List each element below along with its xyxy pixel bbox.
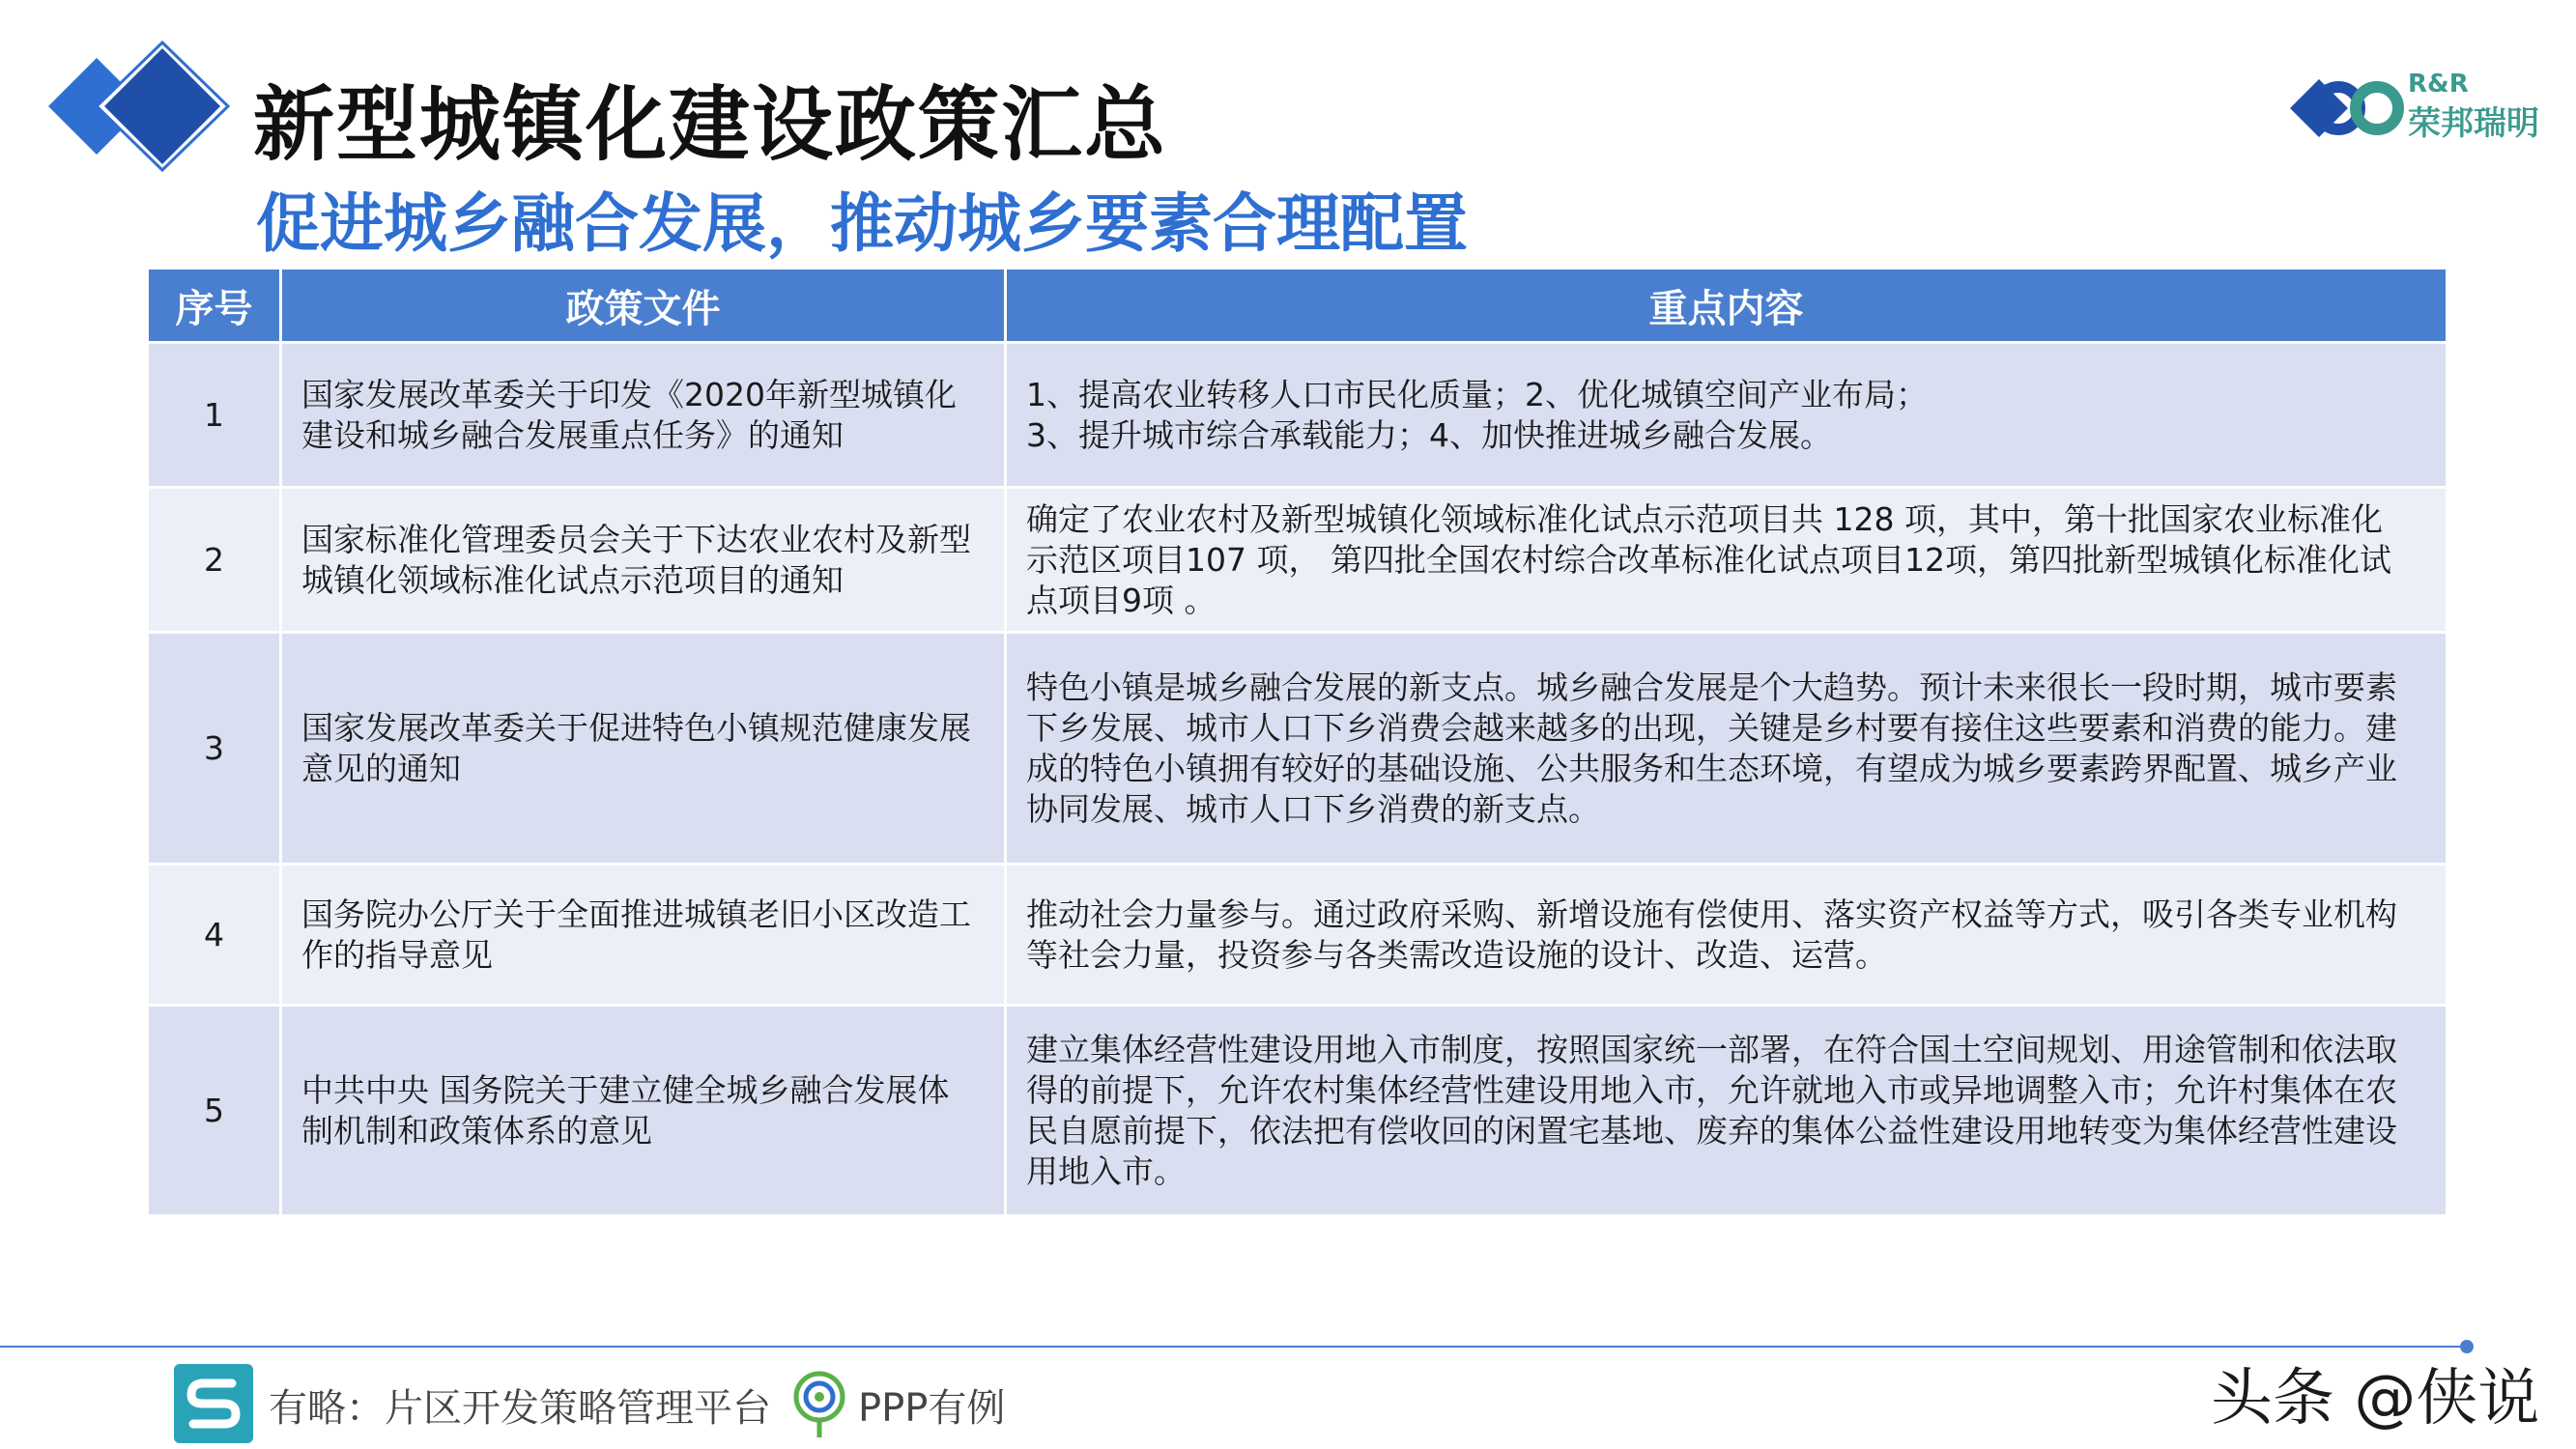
text-line: 协同发展、城市人口下乡消费的新支点。 (1026, 789, 1600, 828)
toutiao-watermark: 头条 @侠说 (2211, 1363, 2540, 1435)
footer-brand-ppp: PPP有例 (858, 1386, 1006, 1431)
text-line: 意见的通知 (301, 749, 461, 787)
text-line: 得的前提下，允许农村集体经营性建设用地入市，允许就地入市或异地调整入市；允许村集体在农 (1026, 1070, 2397, 1109)
key-content-cell (1006, 865, 2447, 1006)
table-header-row (148, 270, 2447, 343)
youlue-platform-icon (174, 1364, 253, 1443)
text-line: 建设和城乡融合发展重点任务》的通知 (301, 415, 844, 454)
text-line: 国家发展改革委关于促进特色小镇规范健康发展 (301, 708, 971, 747)
policy-document-cell (281, 1006, 1006, 1216)
logo-text-cn: 荣邦瑞明 (2408, 104, 2539, 143)
text-line: 示范区项目107 项， 第四批全国农村综合改革标准化试点项目12项，第四批新型城镇化标准化试 (1026, 540, 2391, 579)
text-line: 等社会力量，投资参与各类需改造设施的设计、改造、运营。 (1026, 935, 1887, 974)
diamond-decoration-icon (48, 39, 242, 174)
text-line: 推动社会力量参与。通过政府采购、新增设施有偿使用、落实资产权益等方式，吸引各类专业机构 (1026, 895, 2397, 933)
page-subtitle: 促进城乡融合发展，推动城乡要素合理配置 (256, 186, 1468, 261)
page-title: 新型城镇化建设政策汇总 (253, 77, 1168, 172)
text-line: 民自愿前提下，依法把有偿收回的闲置宅基地、废弃的集体公益性建设用地转变为集体经营性建设 (1026, 1111, 2397, 1150)
text-line: 国家发展改革委关于印发《2020年新型城镇化 (301, 375, 957, 413)
table-row (148, 865, 2447, 1006)
policy-document-cell (281, 633, 1006, 865)
text-line: 制机制和政策体系的意见 (301, 1111, 652, 1150)
table-row (148, 343, 2447, 488)
row-number: 5 (148, 1006, 281, 1216)
row-number: 2 (148, 488, 281, 633)
text-line: 特色小镇是城乡融合发展的新支点。城乡融合发展是个大趋势。预计未来很长一段时期，城市要素 (1026, 668, 2397, 706)
row-number: 4 (148, 865, 281, 1006)
column-header-document: 政策文件 (281, 270, 1006, 343)
key-content-cell (1006, 1006, 2447, 1216)
policy-document-cell (281, 343, 1006, 488)
policy-document-cell (281, 865, 1006, 1006)
footer-brand-youlue: 有略：片区开发策略管理平台 (269, 1386, 771, 1431)
text-line: 用地入市。 (1026, 1151, 1186, 1190)
ppp-case-icon (790, 1370, 848, 1437)
policy-table (146, 270, 2448, 1217)
policy-document-cell (281, 488, 1006, 633)
text-line: 确定了农业农村及新型城镇化领域标准化试点示范项目共 128 项，其中，第十批国家农业标准化 (1026, 499, 2383, 538)
text-line: 建立集体经营性建设用地入市制度，按照国家统一部署，在符合国土空间规划、用途管制和依法取 (1026, 1030, 2397, 1068)
row-number: 3 (148, 633, 281, 865)
column-header-number: 序号 (148, 270, 281, 343)
text-line: 国务院办公厅关于全面推进城镇老旧小区改造工 (301, 895, 971, 933)
table-row (148, 1006, 2447, 1216)
key-content-cell (1006, 488, 2447, 633)
text-line: 中共中央 国务院关于建立健全城乡融合发展体 (301, 1070, 950, 1109)
text-line: 国家标准化管理委员会关于下达农业农村及新型 (301, 520, 971, 558)
text-line: 下乡发展、城市人口下乡消费会越来越多的出现，关键是乡村要有接住这些要素和消费的能力。建 (1026, 708, 2397, 747)
row-number: 1 (148, 343, 281, 488)
column-header-content: 重点内容 (1006, 270, 2447, 343)
text-line: 1、提高农业转移人口市民化质量；2、优化城镇空间产业布局； (1026, 375, 1928, 413)
key-content-cell (1006, 343, 2447, 488)
text-line: 成的特色小镇拥有较好的基础设施、公共服务和生态环境，有望成为城乡要素跨界配置、城乡产业 (1026, 749, 2397, 787)
text-line: 点项目9项 。 (1026, 581, 1216, 619)
table-row (148, 488, 2447, 633)
text-line: 城镇化领域标准化试点示范项目的通知 (301, 560, 844, 599)
table-row (148, 633, 2447, 865)
logo-text-en: R&R (2408, 70, 2469, 99)
text-line: 3、提升城市综合承载能力；4、加快推进城乡融合发展。 (1026, 415, 1832, 454)
key-content-cell (1006, 633, 2447, 865)
text-line: 作的指导意见 (301, 935, 493, 974)
footer-divider (0, 1346, 2464, 1348)
